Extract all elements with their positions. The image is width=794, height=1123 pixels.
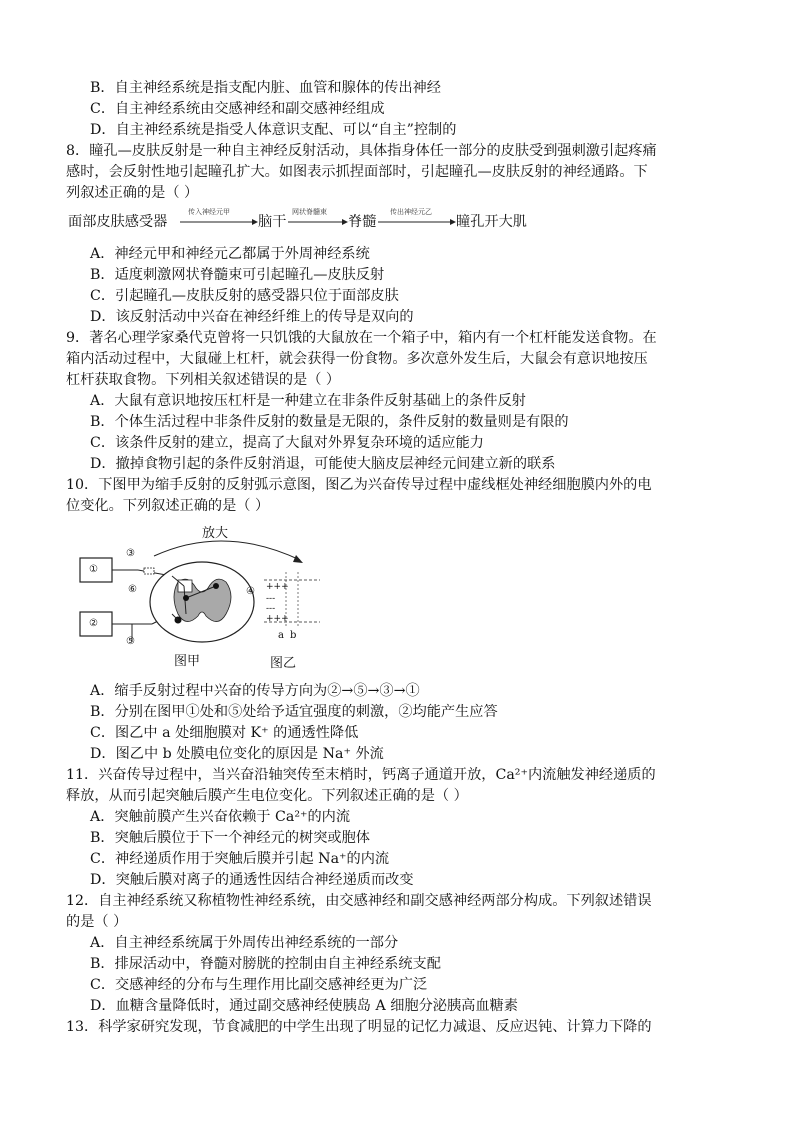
q7-option-d: D．自主神经系统是指受人体意识支配、可以“自主”控制的 bbox=[90, 122, 457, 138]
q9-stem-line-1: 9．著名心理学家桑代克曾将一只饥饿的大鼠放在一个箱子中，箱内有一个杠杆能发送食物。在 bbox=[66, 330, 657, 346]
q11-option-a: A．突触前膜产生兴奋依赖于 Ca²⁺的内流 bbox=[90, 809, 351, 825]
q11-stem-line-2: 释放，从而引起突触后膜产生电位变化。下列叙述正确的是（ ） bbox=[66, 788, 468, 804]
membrane-top-outer: +++ bbox=[266, 582, 289, 592]
q8-option-c: C．引起瞳孔—皮肤反射的感受器只位于面部皮肤 bbox=[90, 288, 399, 304]
q8-option-d: D．该反射活动中兴奋在神经纤维上的传导是双向的 bbox=[90, 309, 414, 325]
q9-stem-line-3: 杠杆获取食物。下列相关叙述错误的是（ ） bbox=[66, 372, 341, 388]
q10-option-d: D．图乙中 b 处膜电位变化的原因是 Na⁺ 外流 bbox=[90, 746, 384, 762]
pathway-node-brainstem: 脑干 bbox=[258, 214, 287, 230]
pathway-node-receptor: 面部皮肤感受器 bbox=[68, 214, 168, 230]
q10-reflex-arc-figure bbox=[74, 524, 334, 674]
pathway-node-spinal-cord: 脊髓 bbox=[348, 214, 377, 230]
q8-option-a: A．神经元甲和神经元乙都属于外周神经系统 bbox=[90, 246, 370, 262]
pathway-arrow-label-2: 网状脊髓束 bbox=[292, 208, 327, 216]
membrane-sub-a: a bbox=[278, 630, 284, 641]
q10-stem-line-1: 10．下图甲为缩手反射的反射弧示意图，图乙为兴奋传导过程中虚线框处神经细胞膜内外的电 bbox=[66, 477, 652, 493]
q7-option-c: C．自主神经系统由交感神经和副交感神经组成 bbox=[90, 101, 385, 117]
q13-stem-line-1: 13．科学家研究发现，节食减肥的中学生出现了明显的记忆力减退、反应迟钝、计算力下降的 bbox=[66, 1019, 652, 1035]
q10-stem-line-2: 位变化。下列叙述正确的是（ ） bbox=[66, 498, 270, 514]
q10-option-b: B．分别在图甲①处和⑤处给予适宜强度的刺激，②均能产生应答 bbox=[90, 704, 498, 720]
q12-option-c: C．交感神经的分布与生理作用比副交感神经更为广泛 bbox=[90, 977, 428, 993]
membrane-bottom-inner: --- bbox=[266, 604, 276, 614]
q12-option-d: D．血糖含量降低时，通过副交感神经使胰岛 A 细胞分泌胰高血糖素 bbox=[90, 998, 518, 1014]
membrane-top-inner: --- bbox=[266, 594, 276, 604]
q9-option-b: B．个体生活过程中非条件反射的数量是无限的，条件反射的数量则是有限的 bbox=[90, 414, 569, 430]
q11-option-c: C．神经递质作用于突触后膜并引起 Na⁺的内流 bbox=[90, 851, 390, 867]
q9-stem-line-2: 箱内活动过程中，大鼠碰上杠杆，就会获得一份食物。多次意外发生后，大鼠会有意识地按压 bbox=[66, 351, 648, 367]
pathway-arrow-label-3: 传出神经元乙 bbox=[390, 208, 432, 216]
q11-stem-line-1: 11．兴奋传导过程中，当兴奋沿轴突传至末梢时，钙离子通道开放，Ca²⁺内流触发神经递质的 bbox=[66, 767, 656, 783]
q12-option-a: A．自主神经系统属于外周传出神经系统的一部分 bbox=[90, 935, 399, 951]
figure-mark-5: ⑤ bbox=[126, 636, 135, 647]
q11-option-b: B．突触后膜位于下一个神经元的树突或胞体 bbox=[90, 830, 370, 846]
q10-option-c: C．图乙中 a 处细胞膜对 K⁺ 的通透性降低 bbox=[90, 725, 359, 741]
pathway-node-pupil-muscle: 瞳孔开大肌 bbox=[456, 214, 527, 230]
q12-stem-line-2: 的是（ ） bbox=[66, 914, 128, 930]
q11-option-d: D．突触后膜对离子的通透性因结合神经递质而改变 bbox=[90, 872, 414, 888]
q8-stem-line-2: 感时，会反射性地引起瞳孔扩大。如图表示抓捏面部时，引起瞳孔—皮肤反射的神经通路。下 bbox=[66, 164, 648, 180]
figure-label-yi: 图乙 bbox=[270, 656, 297, 671]
membrane-bottom-outer: +++ bbox=[266, 614, 289, 624]
q8-pathway-diagram bbox=[68, 207, 538, 231]
q9-option-a: A．大鼠有意识地按压杠杆是一种建立在非条件反射基础上的条件反射 bbox=[90, 393, 526, 409]
q8-option-b: B．适度刺激网状脊髓束可引起瞳孔—皮肤反射 bbox=[90, 267, 385, 283]
q12-stem-line-1: 12．自主神经系统又称植物性神经系统，由交感神经和副交感神经两部分构成。下列叙述错误 bbox=[66, 893, 652, 909]
figure-mark-3: ③ bbox=[126, 548, 135, 559]
figure-mark-6: ⑥ bbox=[128, 584, 137, 595]
figure-mark-1: ① bbox=[89, 564, 98, 575]
figure-label-jia: 图甲 bbox=[174, 654, 201, 669]
q9-option-d: D．撤掉食物引起的条件反射消退，可能使大脑皮层神经元间建立新的联系 bbox=[90, 456, 556, 472]
figure-mark-4: ④ bbox=[246, 586, 255, 597]
pathway-arrow-label-1: 传入神经元甲 bbox=[188, 208, 230, 216]
q7-option-b: B．自主神经系统是指支配内脏、血管和腺体的传出神经 bbox=[90, 80, 441, 96]
q12-option-b: B．排尿活动中，脊髓对膀胱的控制由自主神经系统支配 bbox=[90, 956, 441, 972]
figure-mark-2: ② bbox=[89, 618, 98, 629]
q10-option-a: A．缩手反射过程中兴奋的传导方向为②→⑤→③→① bbox=[90, 683, 420, 699]
membrane-sub-b: b bbox=[290, 630, 297, 641]
q8-stem-line-1: 8．瞳孔—皮肤反射是一种自主神经反射活动，具体指身体任一部分的皮肤受到强刺激引起疼痛 bbox=[66, 143, 657, 159]
q8-stem-line-3: 列叙述正确的是（ ） bbox=[66, 185, 199, 201]
q9-option-c: C．该条件反射的建立，提高了大鼠对外界复杂环境的适应能力 bbox=[90, 435, 484, 451]
figure-magnify-label: 放大 bbox=[202, 526, 229, 541]
